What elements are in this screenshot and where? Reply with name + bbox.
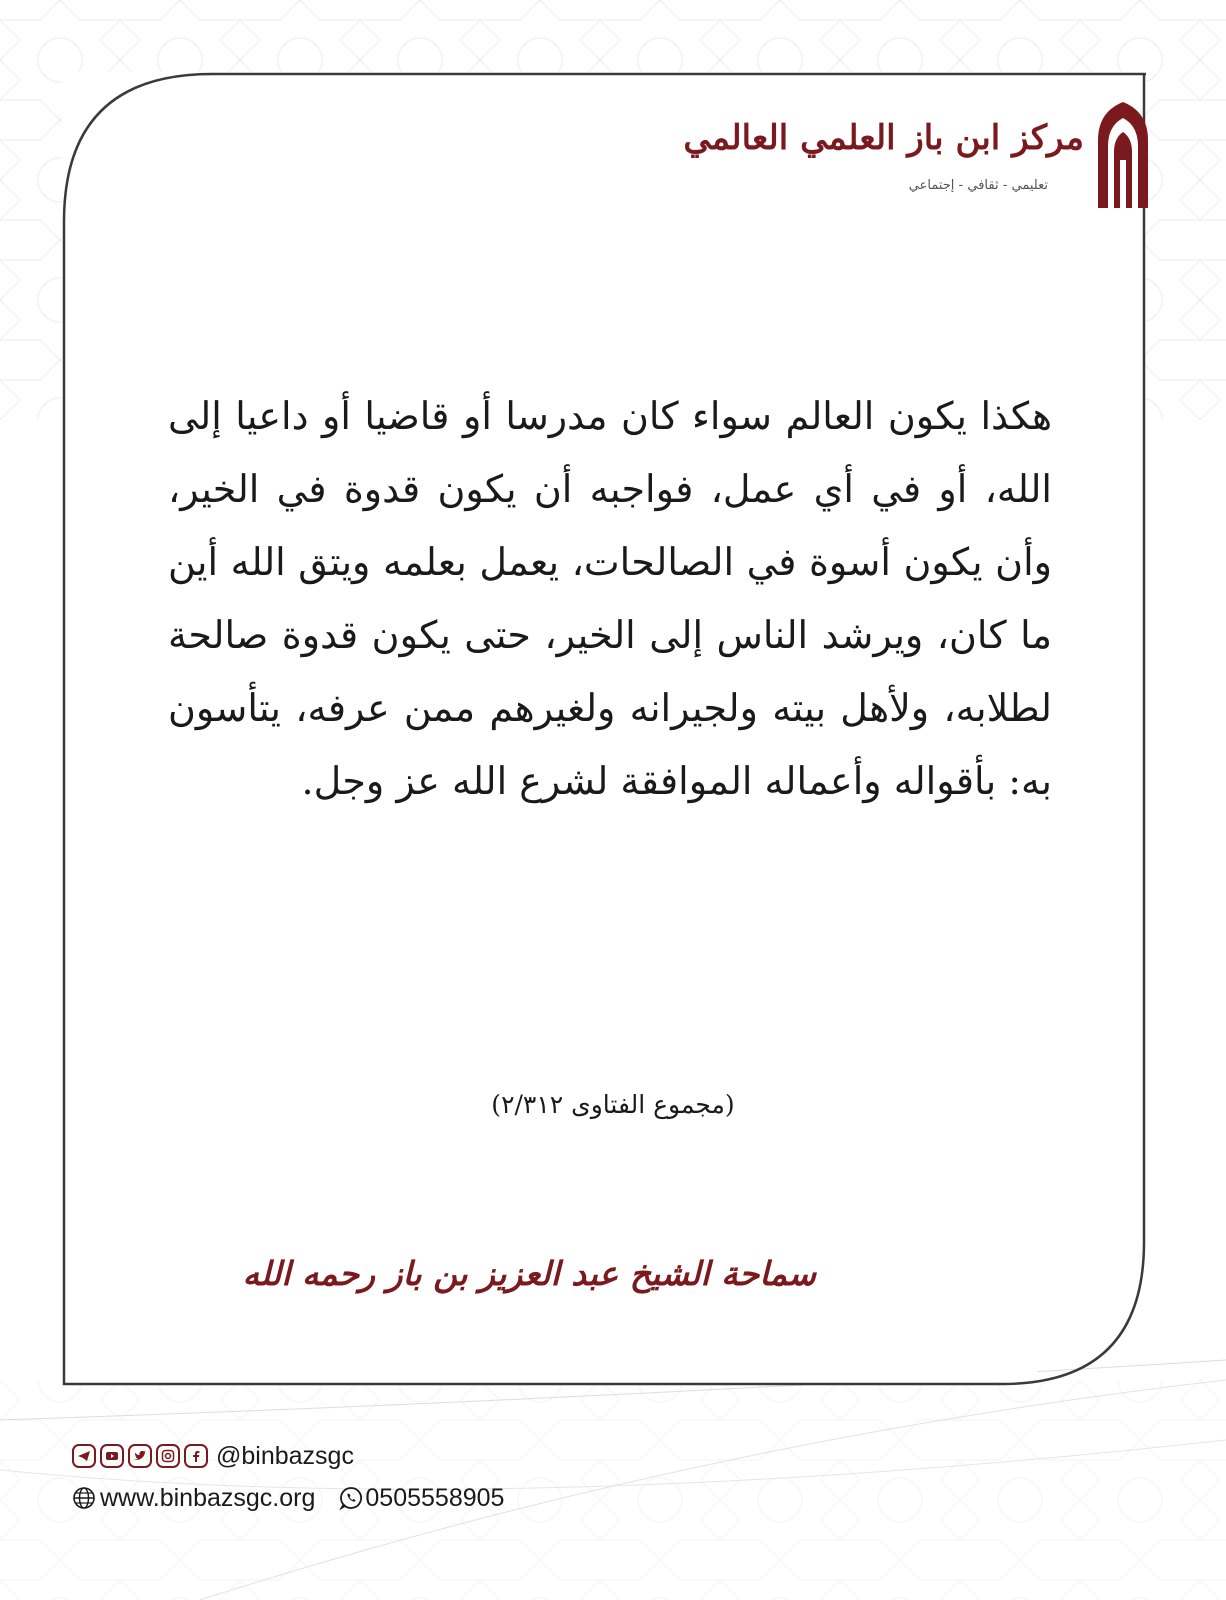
twitter-icon[interactable]	[128, 1444, 152, 1468]
social-row	[72, 1440, 354, 1472]
instagram-icon[interactable]	[156, 1444, 180, 1468]
globe-icon	[72, 1486, 96, 1510]
logo	[683, 100, 1152, 210]
logo-title: مركز ابن باز العلمي العالمي	[683, 118, 1084, 158]
logo-subtitle: تعليمي - ثقافي - إجتماعي	[908, 178, 1048, 193]
citation: (مجموع الفتاوى ٢/٣١٢)	[491, 1090, 735, 1119]
facebook-icon[interactable]	[184, 1444, 208, 1468]
website-link[interactable]: www.binbazsgc.org	[100, 1483, 316, 1512]
whatsapp-icon	[339, 1486, 363, 1510]
mosque-emblem-icon	[1094, 100, 1152, 208]
signature-calligraphy: سماحة الشيخ عبد العزيز بن باز رحمه الله	[242, 1254, 816, 1293]
social-handle[interactable]: @binbazsgc	[216, 1441, 354, 1470]
quote-text: هكذا يكون العالم سواء كان مدرسا أو قاضيا أو داعيا إلى الله، أو في أي عمل، فواجبه أن يكون قدوة في الخير، وأن يكون أسوة في الصالحات، يعمل بعلمه ويتق الله أين ما كان، ويرشد الناس إلى الخير، حتى يكون قدوة صالحة لطلابه، ولأهل بيته ولجيرانه ولغيرهم ممن عرفه، يتأسون به: بأقواله وأعماله الموافقة لشرع الله عز وجل.	[168, 394, 1052, 803]
telegram-icon[interactable]	[72, 1444, 96, 1468]
phone-number[interactable]: 0505558905	[365, 1483, 505, 1512]
youtube-icon[interactable]	[100, 1444, 124, 1468]
contact-row	[72, 1482, 504, 1514]
